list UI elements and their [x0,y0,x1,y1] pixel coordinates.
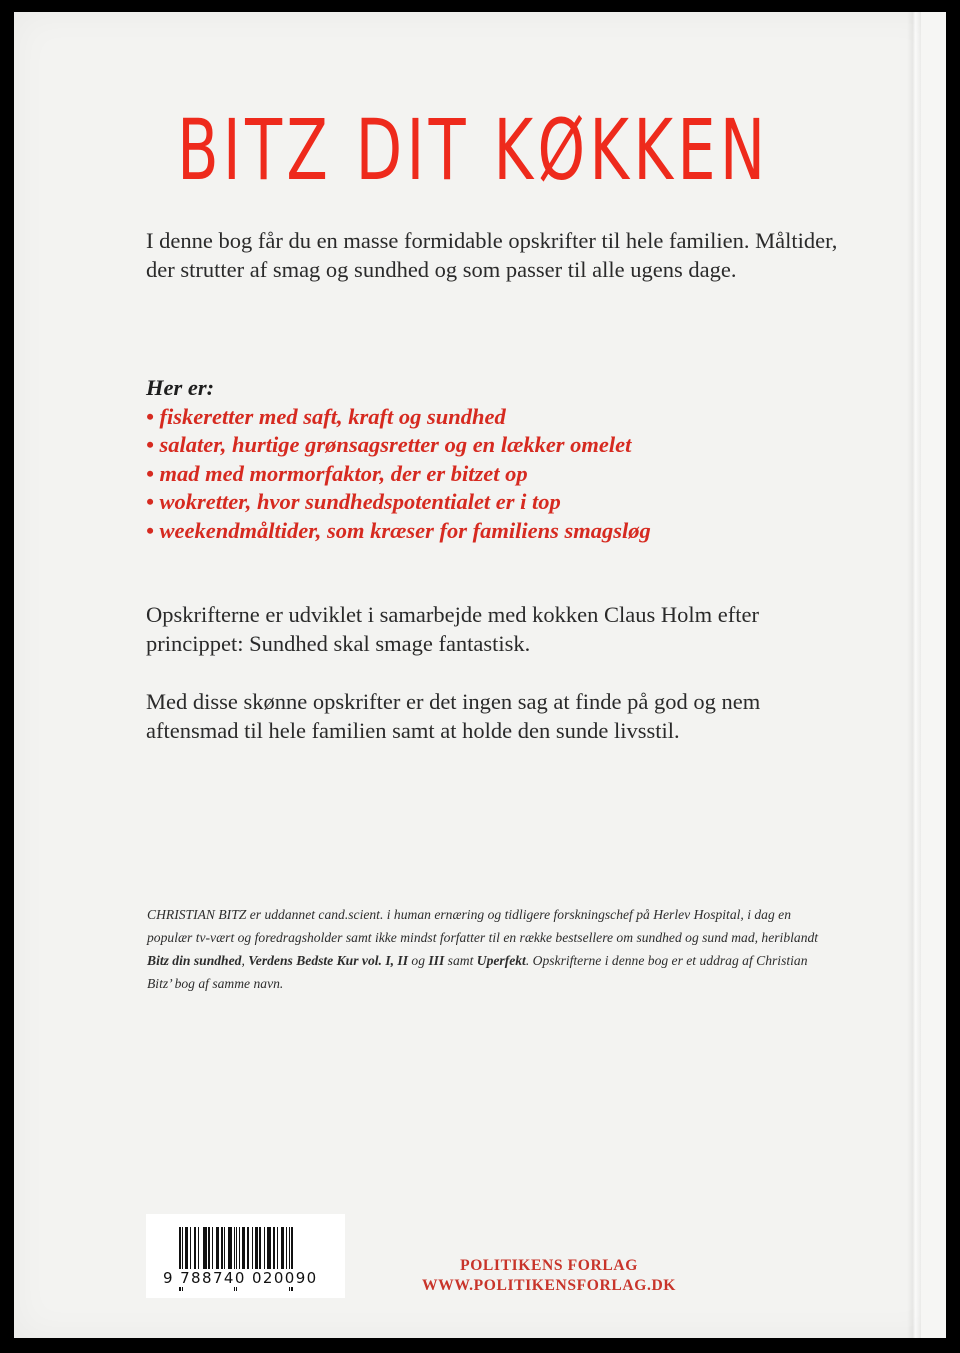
book-ref-verdens-bedste-kur: Verdens Bedste Kur vol. I, II [248,953,408,968]
publisher-block [384,1256,714,1296]
collaboration-paragraph: Opskrifterne er udviklet i samarbejde med kokken Claus Holm efter princippet: Sundhed skal smage fantastisk. [146,602,759,656]
spine-groove [907,12,921,1338]
author-bio: CHRISTIAN BITZ er uddannet cand.scient. i human ernæring og tidligere forskningschef på Herlev Hospital, i dag en populær tv-vært og foredragsholder samt ikke mindst forfatter til en række bestsellere om sundhed og sund mad, heriblandt Bitz din sundhed, Verdens Bedste Kur vol. I, II og III samt Uperfekt. Opskrifterne i denne bog er et uddrag af Christian Bitz’ bog af samme navn. [147,907,819,991]
bullet-icon: • [146,489,154,515]
publisher-name: POLITIKENS FORLAG [460,1257,638,1274]
bullet-icon: • [146,460,154,486]
feature-list-item: • wokretter, hvor sundhedspotentialet er i top [146,489,561,515]
isbn-barcode [146,1214,345,1298]
book-back-cover [14,12,946,1338]
book-title: BITZ DIT KØKKEN [177,101,770,199]
bullet-icon: • [146,403,154,429]
publisher-url: WWW.POLITIKENSFORLAG.DK [421,1277,677,1294]
bullet-icon: • [146,432,154,458]
book-ref-bitz-din-sundhed: Bitz din sundhed [147,953,242,968]
book-ref-uperfekt: Uperfekt [476,953,526,968]
feature-list-item: • fiskeretter med saft, kraft og sundhed [146,403,506,429]
intro-paragraph: I denne bog får du en masse formidable opskrifter til hele familien. Måltider, der strutter af smag og sundhed og som passer til alle ugens dage. [146,228,838,282]
feature-list-item: • mad med mormorfaktor, der er bitzet op [146,460,528,486]
feature-list-item: • salater, hurtige grønsagsretter og en lækker omelet [146,432,632,458]
book-ref-volume-iii: III [428,953,445,968]
feature-list [146,374,866,546]
barcode-digits: 9 788740 020090 [163,1269,318,1287]
summary-paragraph: Med disse skønne opskrifter er det ingen sag at finde på god og nem aftensmad til hele familien samt at holde den sunde livsstil. [146,689,761,743]
spine-edge [921,12,946,1338]
feature-list-heading: Her er: [146,375,215,400]
bullet-icon: • [146,517,154,543]
feature-list-item: • weekendmåltider, som kræser for familiens smagsløg [146,517,651,543]
